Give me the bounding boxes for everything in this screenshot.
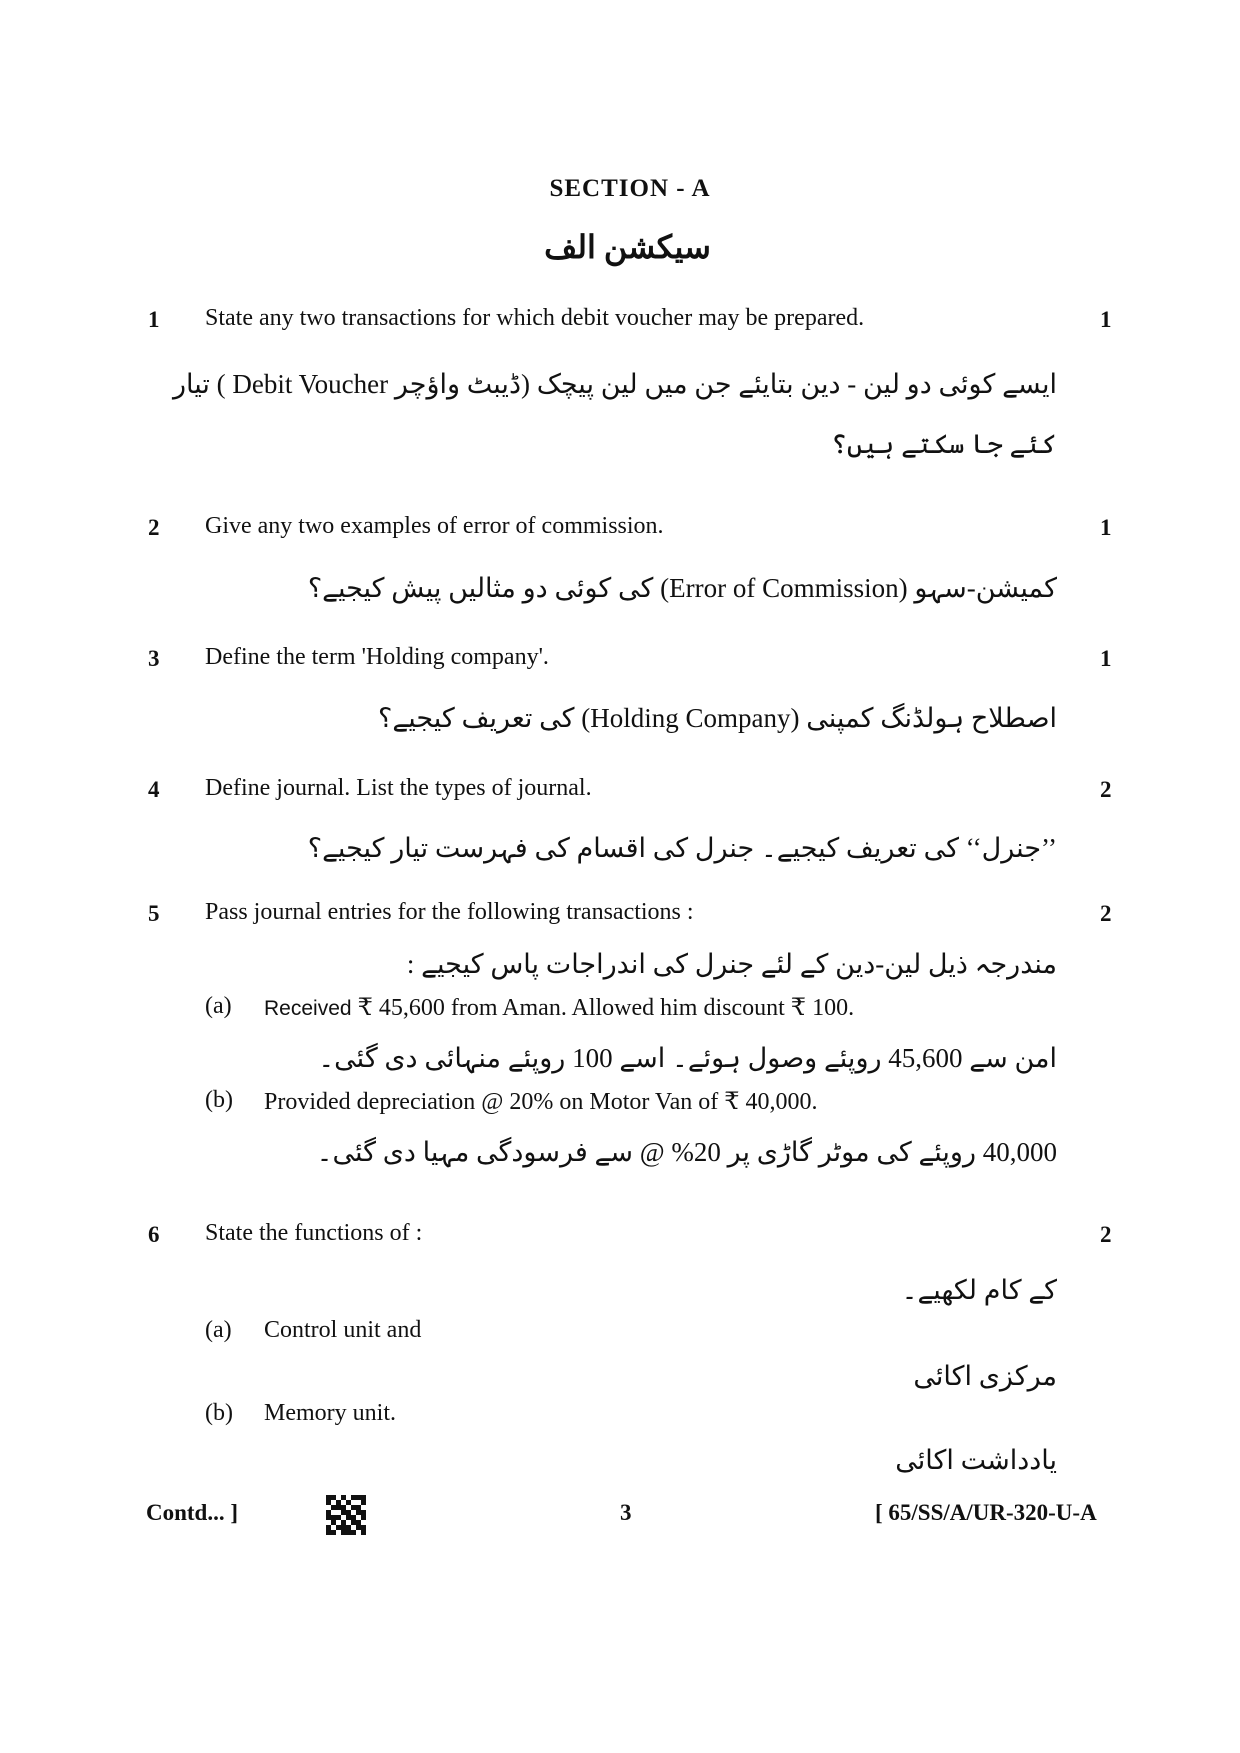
question-number: 6 — [148, 1222, 160, 1247]
subpart-text: Memory unit. — [264, 1400, 396, 1426]
question-marks: 1 — [1100, 307, 1112, 332]
question-text: Define the term 'Holding company'. — [205, 644, 549, 670]
footer-contd: Contd... ] — [146, 1500, 239, 1525]
question-urdu-line: ایسے کوئی دو لین - دین بتایئے جن میں لین پیچک (ڈیبٹ واؤچر Debit Voucher ) تیار — [172, 369, 1057, 399]
question-number: 4 — [148, 777, 160, 802]
question-urdu-line: اصطلاح ہولڈنگ کمپنی (Holding Company) کی تعریف کیجیے؟ — [378, 703, 1057, 733]
subpart-urdu: مرکزی اکائی — [913, 1361, 1057, 1391]
question-number: 2 — [148, 515, 160, 540]
qr-code-icon — [326, 1495, 366, 1535]
paper-code: [ 65/SS/A/UR-320-U-A — [875, 1500, 1097, 1525]
question-text: Give any two examples of error of commission. — [205, 513, 664, 539]
question-marks: 1 — [1100, 646, 1112, 671]
question-text: Define journal. List the types of journal. — [205, 775, 592, 801]
page-number: 3 — [620, 1500, 632, 1525]
question-number: 5 — [148, 901, 160, 926]
question-urdu-line: کمیشن-سہو (Error of Commission) کی کوئی دو مثالیں پیش کیجیے؟ — [307, 573, 1057, 603]
subpart-text — [264, 993, 854, 1022]
subpart-label: (a) — [205, 993, 232, 1019]
section-title-urdu: سیکشن الف — [544, 229, 711, 265]
question-text: State any two transactions for which debit voucher may be prepared. — [205, 305, 865, 331]
question-text: Pass journal entries for the following transactions : — [205, 899, 694, 925]
question-urdu-line: ’’جنرل‘‘ کی تعریف کیجیے۔ جنرل کی اقسام کی فہرست تیار کیجیے؟ — [307, 833, 1057, 863]
subpart-urdu: امن سے 45,600 روپئے وصول ہوئے۔ اسے 100 روپئے منہائی دی گئی۔ — [318, 1043, 1057, 1073]
question-urdu-line: کئے جا سکتے ہیں؟ — [831, 429, 1057, 459]
question-marks: 2 — [1100, 901, 1112, 926]
question-marks: 2 — [1100, 1222, 1112, 1247]
question-number: 1 — [148, 307, 160, 332]
subpart-body: ₹ 45,600 from Aman. Allowed him discount ₹ 100. — [357, 995, 855, 1021]
question-urdu-line: مندرجہ ذیل لین-دین کے لئے جنرل کی اندراجات پاس کیجیے : — [406, 949, 1057, 979]
subpart-label: (b) — [205, 1087, 233, 1113]
subpart-text: Provided depreciation @ 20% on Motor Van of ₹ 40,000. — [264, 1089, 818, 1115]
subpart-urdu: یادداشت اکائی — [895, 1445, 1057, 1475]
question-text: State the functions of : — [205, 1220, 423, 1246]
subpart-urdu: 40,000 روپئے کی موٹر گاڑی پر 20% @ سے فرسودگی مہیا دی گئی۔ — [316, 1137, 1057, 1167]
question-marks: 1 — [1100, 515, 1112, 540]
subpart-label: (b) — [205, 1400, 233, 1426]
subpart-lead: Received — [264, 997, 352, 1020]
question-number: 3 — [148, 646, 160, 671]
question-marks: 2 — [1100, 777, 1112, 802]
section-title: SECTION - A — [549, 175, 711, 202]
subpart-text: Control unit and — [264, 1317, 422, 1343]
question-urdu-line: کے کام لکھیے۔ — [901, 1275, 1057, 1305]
subpart-label: (a) — [205, 1317, 232, 1343]
